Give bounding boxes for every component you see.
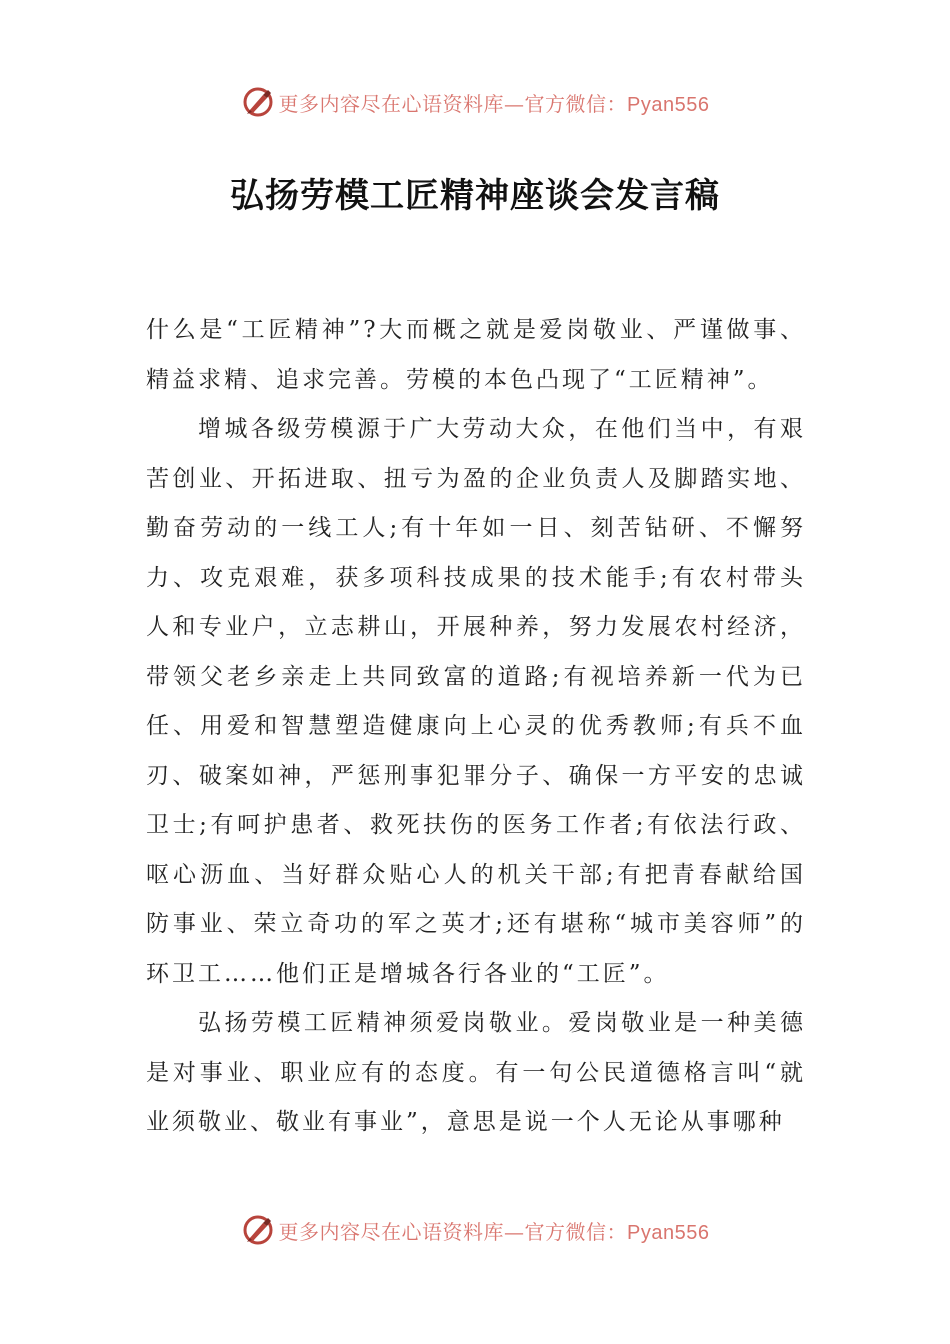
paragraph-2: 增城各级劳模源于广大劳动大众，在他们当中，有艰苦创业、开拓进取、扭亏为盈的企业负责人及脚踏实地、勤奋劳动的一线工人;有十年如一日、刻苦钻研、不懈努力、攻克艰难，获多项科技成果的技术能手;有农村带头人和专业户，立志耕山，开展种养，努力发展农村经济，带领父老乡亲走上共同致富的道路;有视培养新一代为已任、用爱和智慧塑造健康向上心灵的优秀教师;有兵不血刃、破案如神，严惩刑事犯罪分子、确保一方平安的忠诚卫士;有呵护患者、救死扶伤的医务工作者;有依法行政、呕心沥血、当好群众贴心人的机关干部;有把青春献给国防事业、荣立奇功的军之英才;还有堪称“城市美容师”的环卫工……他们正是增城各行各业的“工匠”。: [146, 416, 806, 987]
pen-logo-icon: [241, 1213, 275, 1247]
paragraph-1: 什么是“工匠精神”?大而概之就是爱岗敬业、严谨做事、精益求精、追求完善。劳模的本色凸现了“工匠精神”。: [146, 317, 806, 393]
pen-logo-icon: [241, 85, 275, 119]
document-body: [146, 306, 806, 1148]
document-title: 弘扬劳模工匠精神座谈会发言稿: [230, 176, 720, 216]
header-banner-text: 更多内容尽在心语资料库—官方微信：Pyan556: [278, 91, 710, 116]
footer-banner-text: 更多内容尽在心语资料库—官方微信：Pyan556: [278, 1219, 710, 1244]
footer-banner: [0, 1210, 950, 1250]
header-banner: [0, 82, 950, 122]
paragraph-3: 弘扬劳模工匠精神须爱岗敬业。爱岗敬业是一种美德是对事业、职业应有的态度。有一句公民道德格言叫“就业须敬业、敬业有事业”，意思是说一个人无论从事哪种: [146, 1010, 806, 1135]
